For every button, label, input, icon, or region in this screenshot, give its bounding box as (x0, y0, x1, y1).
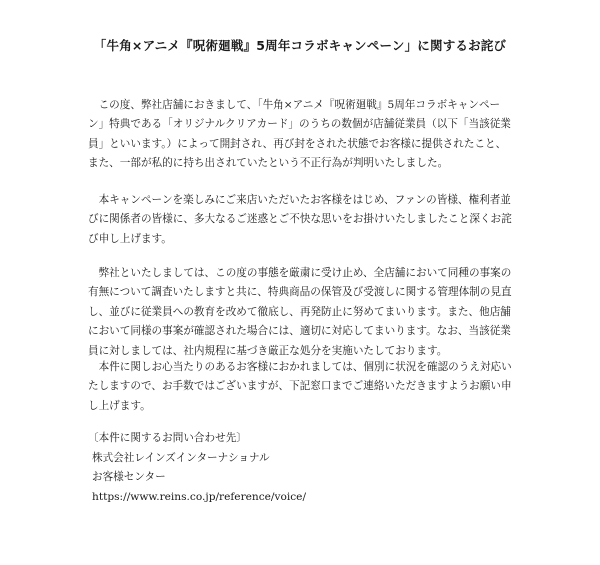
paragraph-contact-request (88, 358, 518, 416)
contact-department: お客様センター (92, 471, 166, 484)
text-line: この度、弊社店舗におきまして、「牛角×アニメ『呪術廻戦』5周年コラボキャンペー (88, 99, 501, 111)
text-line: 員に対しましては、社内規程に基づき厳正な処分を実施いたしております。 (88, 344, 448, 357)
text-line: 本キャンペーンを楽しみにご来店いただいたお客様をはじめ、ファンの皆様、権利者並 (88, 194, 511, 206)
text-line: し上げます。 (88, 399, 151, 412)
text-line: びに関係者の皆様に、多大なるご迷惑とご不快な思いをお掛けいたしましたこと深くお詫 (88, 213, 512, 226)
text-line: び申し上げます。 (88, 232, 172, 245)
text-line: 有無について調査いたしますと共に、特典商品の保管及び受渡しに関する管理体制の見直 (88, 286, 512, 299)
text-line: 弊社といたしましては、この度の事態を厳粛に受け止め、全店舗において同種の事案の (88, 267, 512, 279)
text-line: たしますので、お手数ではございますが、下記窓口までご連絡いただきますようお願い申 (88, 380, 512, 393)
paragraph-measures (88, 264, 518, 361)
contact-company: 株式会社レインズインターナショナル (92, 451, 270, 464)
text-line: また、一部が私的に持ち出されていたという不正行為が判明いたしました。 (88, 157, 449, 170)
contact-heading: 〔本件に関するお問い合わせ先〕 (88, 432, 247, 444)
contact-block (88, 429, 306, 507)
document-title: 「牛角×アニメ『呪術廻戦』5周年コラボキャンペーン」に関するお詫び (93, 38, 507, 53)
text-line: し、並びに従業員への教育を改めて徹底し、再発防止に努めてまいります。また、他店舗 (88, 305, 511, 318)
paragraph-incident (88, 96, 518, 174)
text-line: 員」といいます。）によって開封され、再び封をされた状態でお客様に提供されたこと、 (88, 137, 507, 150)
text-line: において同様の事案が確認された場合には、適切に対応してまいります。なお、当該従業 (88, 325, 511, 338)
text-line: ン」特典である「オリジナルクリアカード」のうちの数個が店舗従業員（以下「当該従業 (88, 118, 511, 131)
contact-url: https://www.reins.co.jp/reference/voice/ (92, 490, 307, 503)
text-line: 本件に関しお心当たりのあるお客様におかれましては、個別に状況を確認のうえ対応い (88, 361, 512, 373)
paragraph-apology (88, 191, 518, 249)
